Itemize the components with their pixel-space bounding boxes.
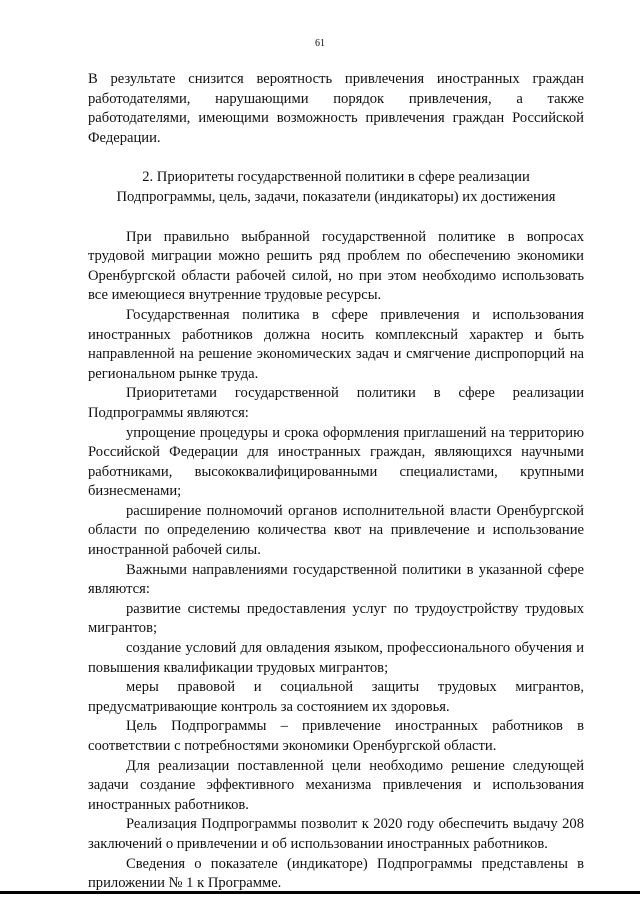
- paragraph-indicator-reference: Сведения о показателе (индикаторе) Подпрограммы представлены в приложении № 1 к Программе.: [88, 855, 584, 892]
- document-body: [88, 70, 584, 894]
- section-heading-line-1: 2. Приоритеты государственной политики в сфере реализации: [142, 169, 530, 186]
- page-number: 61: [315, 38, 325, 49]
- paragraph-priority-quotas: расширение полномочий органов исполнительной власти Оренбургской области по определению количества квот на привлечение и использование иностранной рабочей силы.: [88, 502, 584, 559]
- paragraph-subprogram-goal: Цель Подпрограммы – привлечение иностранных работников в соответствии с потребностями экономики Оренбургской области.: [88, 718, 584, 754]
- bottom-divider: [0, 891, 640, 894]
- section-heading-line-2: Подпрограммы, цель, задачи, показатели (индикаторы) их достижения: [116, 188, 556, 205]
- paragraph-labor-migration-policy: При правильно выбранной государственной политике в вопросах трудовой миграции можно решить ряд проблем по обеспечению экономики Оренбургской области рабочей силой, но при этом необходимо использовать все имеющиеся внутренние трудовые ресурсы.: [88, 228, 584, 304]
- paragraph-directions-intro: Важными направлениями государственной политики в указанной сфере являются:: [88, 561, 584, 598]
- paragraph-comprehensive-policy: Государственная политика в сфере привлечения и использования иностранных работников должна носить комплексный характер и быть направленной на решение экономических задач и смягчение диспропорций на региональном рынке труда.: [88, 306, 584, 382]
- intro-paragraph: В результате снизится вероятность привлечения иностранных граждан работодателями, нарушающими порядок привлечения, а также работодателями, имеющими возможность привлечения граждан Российской Федерации.: [88, 71, 584, 146]
- paragraph-priority-invitations: упрощение процедуры и срока оформления приглашений на территорию Российской Федерации для иностранных граждан, являющихся научными работниками, высококвалифицированными специалистами, крупными бизнесменами;: [88, 424, 584, 500]
- paragraph-direction-language-training: создание условий для овладения языком, профессионального обучения и повышения квалификации трудовых мигрантов;: [88, 640, 584, 676]
- section-heading: [88, 168, 584, 207]
- paragraph-subprogram-task: Для реализации поставленной цели необходимо решение следующей задачи создание эффективного механизма привлечения и использования иностранных работников.: [88, 757, 584, 813]
- paragraph-direction-social-protection: меры правовой и социальной защиты трудовых мигрантов, предусматривающие контроль за состоянием их здоровья.: [88, 679, 584, 715]
- paragraph-priorities-intro: Приоритетами государственной политики в сфере реализации Подпрограммы являются:: [88, 385, 584, 421]
- paragraph-subprogram-result: Реализация Подпрограммы позволит к 2020 году обеспечить выдачу 208 заключений о привлечении и об использовании иностранных работников.: [88, 816, 584, 852]
- paragraph-direction-employment-services: развитие системы предоставления услуг по трудоустройству трудовых мигрантов;: [88, 600, 584, 637]
